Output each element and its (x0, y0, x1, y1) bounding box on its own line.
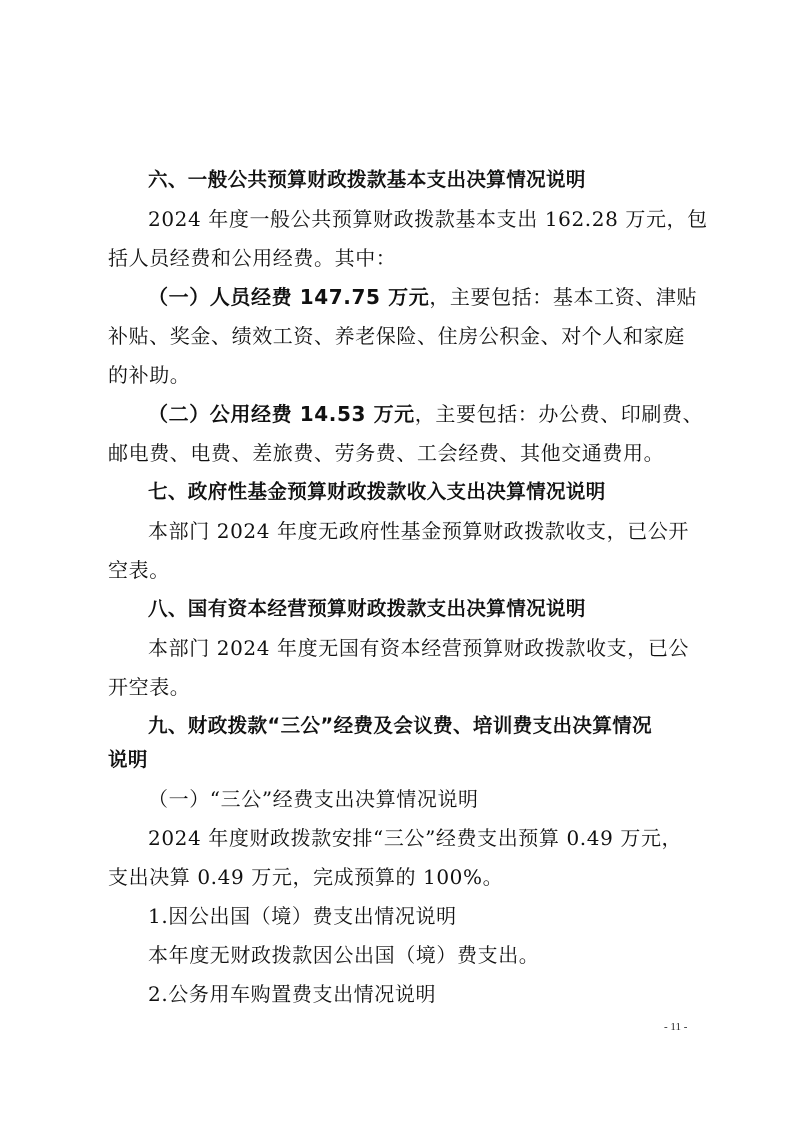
section-heading-9-cont: 说明 (108, 748, 148, 771)
paragraph-line: 补贴、奖金、绩效工资、养老保险、住房公积金、对个人和家庭 (108, 324, 685, 348)
paragraph-line: 的补助。 (108, 363, 191, 387)
personnel-expense-detail: ，主要包括：基本工资、津贴 (429, 285, 698, 309)
paragraph-line: 支出决算 0.49 万元，完成预算的 100%。 (108, 865, 504, 889)
paragraph-line-personnel (148, 283, 738, 311)
paragraph-line-public (148, 400, 738, 428)
section-heading-7: 七、政府性基金预算财政拨款收入支出决算情况说明 (148, 480, 606, 503)
personnel-expense-label: （一）人员经费 147.75 万元 (148, 285, 430, 309)
paragraph-line: 括人员经费和公用经费。其中： (108, 246, 397, 270)
paragraph-line: 本部门 2024 年度无政府性基金预算财政拨款收支，已公开 (148, 519, 690, 543)
paragraph-line: 2024 年度财政拨款安排“三公”经费支出预算 0.49 万元， (148, 826, 683, 850)
subsection-heading: （一）“三公”经费支出决算情况说明 (148, 787, 479, 811)
paragraph-line: 本年度无财政拨款因公出国（境）费支出。 (148, 943, 540, 967)
paragraph-line: 邮电费、电费、差旅费、劳务费、工会经费、其他交通费用。 (108, 441, 665, 465)
section-heading-6: 六、一般公共预算财政拨款基本支出决算情况说明 (148, 168, 586, 191)
item-heading: 2.公务用车购置费支出情况说明 (148, 982, 437, 1006)
section-heading-9: 九、财政拨款“三公”经费及会议费、培训费支出决算情况 (148, 714, 653, 737)
section-heading-8: 八、国有资本经营预算财政拨款支出决算情况说明 (148, 597, 586, 620)
paragraph-line: 本部门 2024 年度无国有资本经营预算财政拨款收支，已公 (148, 636, 690, 660)
paragraph-line: 空表。 (108, 558, 170, 582)
public-expense-detail: ，主要包括：办公费、印刷费、 (414, 402, 704, 426)
page-number: - 11 - (664, 1021, 688, 1033)
paragraph-line: 开空表。 (108, 675, 191, 699)
paragraph-line: 2024 年度一般公共预算财政拨款基本支出 162.28 万元，包 (148, 207, 708, 231)
public-expense-label: （二）公用经费 14.53 万元 (148, 402, 415, 426)
item-heading: 1.因公出国（境）费支出情况说明 (148, 904, 457, 928)
